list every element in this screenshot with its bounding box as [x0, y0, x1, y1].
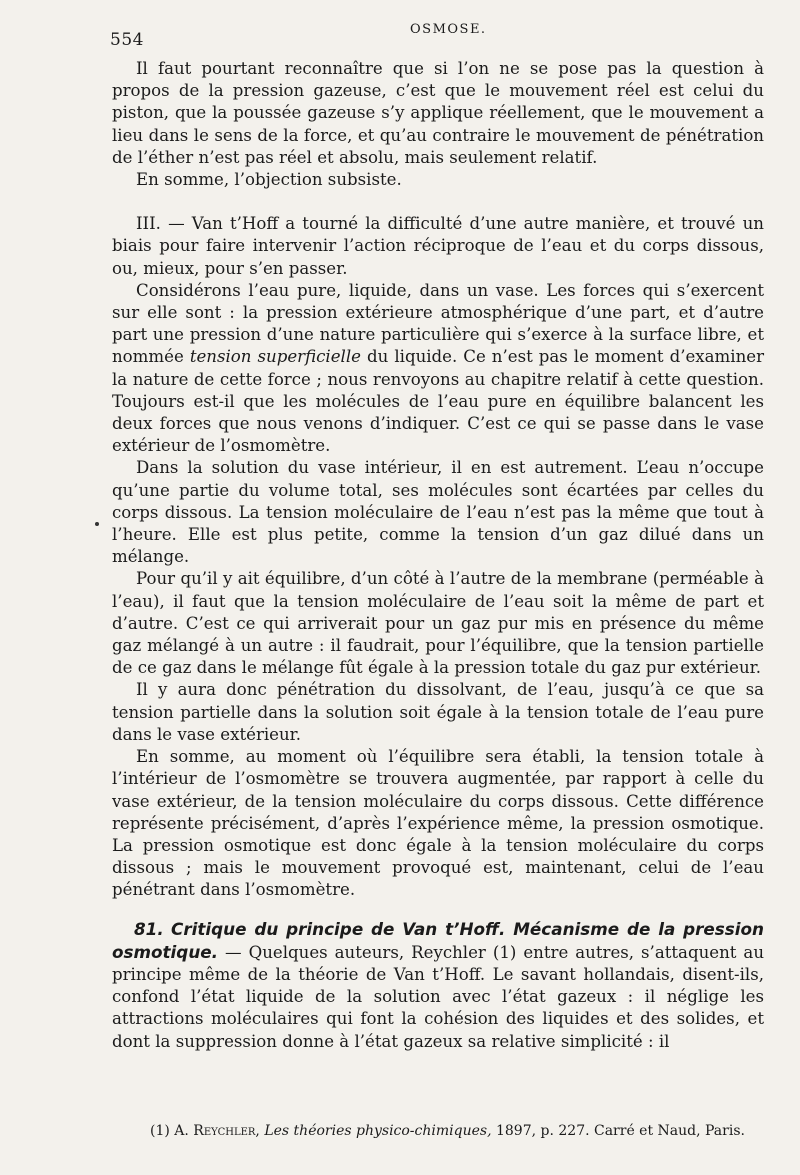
section-number: 81. — [134, 918, 164, 939]
spacer — [112, 902, 764, 918]
paragraph: En somme, l’objection subsiste. — [136, 170, 402, 190]
footnote-details: 1897, p. 227. Carré et Naud, Paris. — [495, 1123, 745, 1139]
section-paragraph — [112, 918, 764, 1053]
page-body — [112, 58, 764, 1053]
paragraph: En somme, au moment où l’équilibre sera établi, la tension totale à l’intérieur de l’osmomètre se trouvera augmentée, par rapport à celle du vase extérieur, de la tension moléculaire du corps dissous. Cette différence représente précisément, d’après l’expérience même, la pression osmotique. La pression osmotique est donc égale à la tension moléculaire du corps dissous ; mais le mouvement provoqué est, maintenant, celui de l’eau pénétrant dans l’osmomètre. — [112, 747, 764, 900]
paragraph: III. — Van t’Hoff a tourné la difficulté d’une autre manière, et trouvé un biais pour faire intervenir l’action réciproque de l’eau et du corps dissous, ou, mieux, pour s’en passer. — [112, 214, 764, 278]
margin-dot — [95, 522, 99, 526]
footnote-author: A. Reychler, — [174, 1123, 260, 1139]
paragraph-with-emphasis — [112, 280, 764, 458]
section-title: Critique du principe de Van t’Hoff. Mécanisme de la pression osmotique. — [112, 918, 764, 962]
paragraph-part: du liquide. Ce n’est pas le moment d’examiner la nature de cette force ; nous renvoyons au chapitre relatif à cette question. Toujours est-il que les molécules de l’eau pure en équilibre balancent les deux forces que nous venons d’indiquer. C’est ce qui se passe dans le vase extérieur de l’osmomètre. — [112, 347, 765, 456]
footnote — [150, 1122, 770, 1140]
footnote-marker: (1) — [150, 1123, 170, 1139]
running-head: OSMOSE. — [410, 22, 487, 37]
spacer — [112, 191, 764, 213]
paragraph: Il y aura donc pénétration du dissolvant, de l’eau, jusqu’à ce que sa tension partielle dans la solution soit égale à la tension totale de l’eau pure dans le vase extérieur. — [112, 680, 764, 744]
emphasis-term: tension superficielle — [189, 347, 361, 367]
paragraph: Il faut pourtant reconnaître que si l’on ne se pose pas la question à propos de la pression gazeuse, c’est que le mouvement réel est celui du piston, que la poussée gazeuse s’y applique réellement, que le mouvement a lieu dans le sens de la force, et qu’au contraire le mouvement de pénétration de l’éther n’est pas réel et absolu, mais seulement relatif. — [112, 59, 764, 167]
paragraph: Pour qu’il y ait équilibre, d’un côté à l’autre de la membrane (perméable à l’eau), il faut que la tension moléculaire de l’eau soit la même de part et d’autre. C’est ce qui arriverait pour un gaz pur mis en présence du même gaz mélangé à un autre : il faudrait, pour l’équilibre, que la tension partielle de ce gaz dans le mélange fût égale à la pression totale du gaz pur extérieur. — [112, 569, 764, 678]
footnote-title: Les théories physico-chimiques, — [264, 1123, 492, 1139]
page-number: 554 — [110, 30, 144, 50]
paragraph: Dans la solution du vase intérieur, il en est autrement. L’eau n’occupe qu’une partie du volume total, ses molécules sont écartées par celles du corps dissous. La tension moléculaire de l’eau n’est pas la même que tout à l’heure. Elle est plus petite, comme la tension d’un gaz dilué dans un mélange. — [112, 458, 764, 567]
page-header — [110, 22, 770, 50]
paragraph-part: Considérons l’eau pure, liquide, dans un vase. Les forces qui s’exercent sur elle sont : la pression extérieure atmosphérique d’une part, et d’autre part une pression d’une nature particulière qui s’exerce à la surface libre, et nommée — [112, 280, 764, 367]
section-text: — Quelques auteurs, Reychler (1) entre autres, s’attaquent au principe même de la théorie de Van t’Hoff. Le savant hollandais, disent-ils, confond l’état liquide de la solution avec l’état gazeux : il néglige les attractions moléculaires qui font la cohésion des liquides et des solides, et dont la suppression donne à l’état gazeux sa relative simplicité : il — [112, 942, 765, 1051]
